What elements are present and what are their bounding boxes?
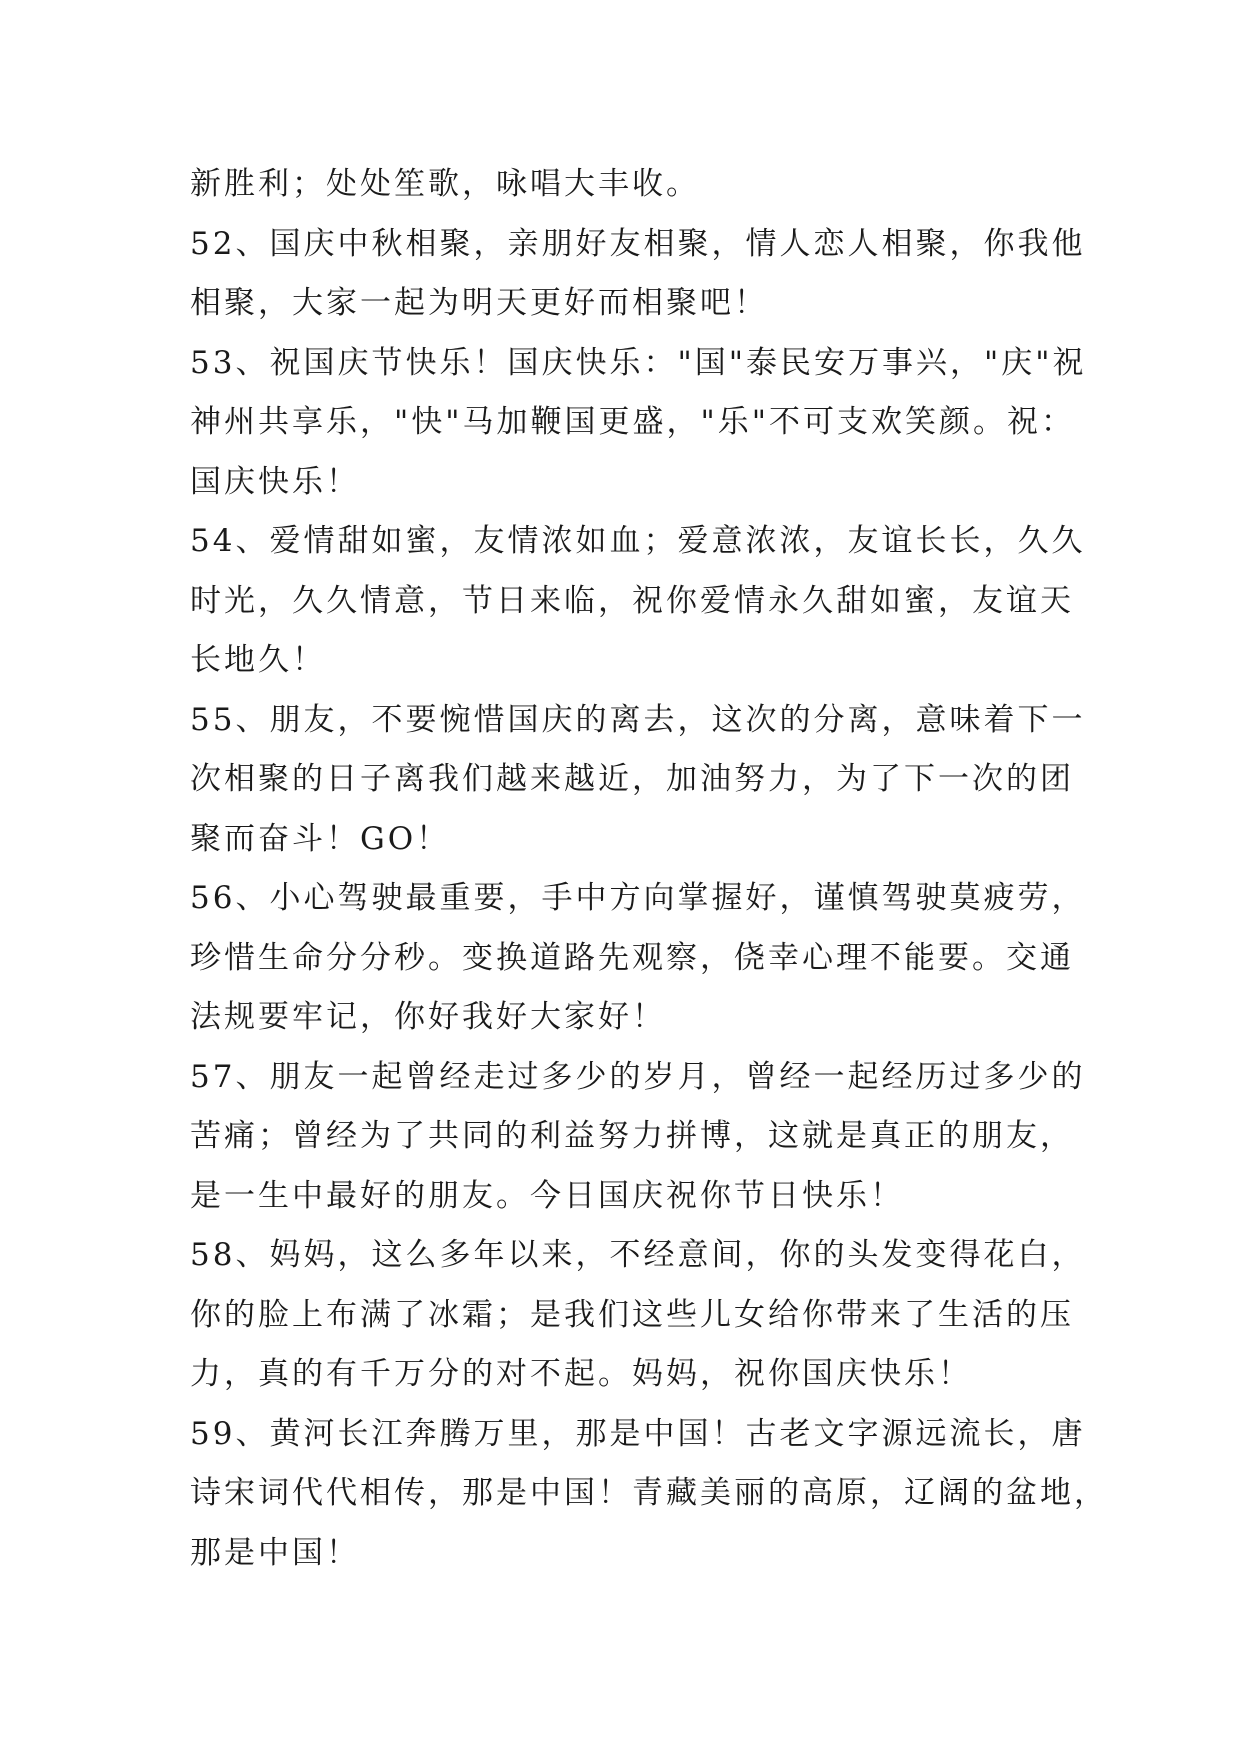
text-line: 你的脸上布满了冰霜；是我们这些儿女给你带来了生活的压	[190, 1296, 1074, 1333]
text-line: 53、祝国庆节快乐！国庆快乐："国"泰民安万事兴，"庆"祝	[190, 344, 1087, 381]
text-line: 苦痛；曾经为了共同的利益努力拼博，这就是真正的朋友，	[190, 1118, 1074, 1154]
text-line: 法规要牢记，你好我好大家好！	[190, 999, 666, 1035]
text-line: 56、小心驾驶最重要，手中方向掌握好，谨慎驾驶莫疲劳，	[190, 880, 1086, 916]
text-line: 诗宋词代代相传，那是中国！青藏美丽的高原，辽阔的盆地，	[190, 1475, 1108, 1511]
text-line: 次相聚的日子离我们越来越近，加油努力，为了下一次的团	[190, 761, 1074, 797]
text-line: 聚而奋斗！GO！	[190, 820, 451, 857]
text-line: 国庆快乐！	[190, 463, 360, 500]
text-line: 59、黄河长江奔腾万里，那是中国！古老文字源远流长，唐	[190, 1415, 1086, 1452]
text-line: 相聚，大家一起为明天更好而相聚吧！	[190, 285, 768, 321]
text-line: 55、朋友，不要惋惜国庆的离去，这次的分离，意味着下一	[190, 701, 1086, 738]
text-line: 神州共享乐，"快"马加鞭国更盛，"乐"不可支欢笑颜。祝：	[190, 404, 1076, 440]
text-line: 新胜利；处处笙歌，咏唱大丰收。	[190, 166, 700, 202]
text-line: 时光，久久情意，节日来临，祝你爱情永久甜如蜜，友谊天	[190, 582, 1074, 619]
text-line: 长地久！	[190, 642, 326, 678]
text-line: 52、国庆中秋相聚，亲朋好友相聚，情人恋人相聚，你我他	[190, 225, 1086, 262]
text-line: 58、妈妈，这么多年以来，不经意间，你的头发变得花白，	[190, 1237, 1086, 1273]
document-body	[190, 155, 1108, 1583]
text-line: 那是中国！	[190, 1534, 360, 1571]
text-line: 珍惜生命分分秒。变换道路先观察，侥幸心理不能要。交通	[190, 939, 1074, 976]
text-line: 是一生中最好的朋友。今日国庆祝你节日快乐！	[190, 1177, 904, 1214]
text-line: 57、朋友一起曾经走过多少的岁月，曾经一起经历过多少的	[190, 1058, 1086, 1095]
text-line: 力，真的有千万分的对不起。妈妈，祝你国庆快乐！	[190, 1356, 972, 1392]
text-line: 54、爱情甜如蜜，友情浓如血；爱意浓浓，友谊长长，久久	[190, 523, 1086, 559]
